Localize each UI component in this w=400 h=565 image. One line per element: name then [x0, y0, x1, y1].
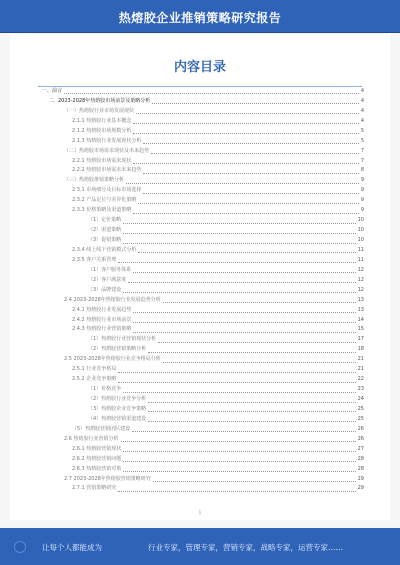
toc-entry-label: 2.3.1 市场细分及目标市场选择 — [72, 187, 142, 194]
toc-entry-label: （1）客户服务体系 — [88, 266, 132, 273]
toc-entry[interactable] — [42, 475, 364, 485]
toc-leader-dots — [118, 262, 355, 263]
toc-entry[interactable] — [42, 186, 364, 196]
toc-entry[interactable] — [42, 107, 364, 117]
toc-entry[interactable] — [42, 276, 364, 286]
toc-entry-label: 2.5 2023-2028年热熔胶行业竞争格局分析 — [64, 356, 161, 363]
toc-entry[interactable] — [42, 335, 364, 345]
toc-entry-page: 12 — [357, 286, 364, 293]
toc-leader-dots — [148, 421, 355, 422]
toc-entry[interactable] — [42, 395, 364, 405]
toc-leader-dots — [123, 223, 355, 224]
toc-entry-page: 24 — [357, 396, 364, 403]
toc-entry[interactable] — [42, 117, 364, 127]
toc-leader-dots — [153, 481, 356, 482]
toc-leader-dots — [64, 93, 359, 94]
toc-entry-page: 10 — [357, 217, 364, 224]
toc-leader-dots — [133, 163, 358, 164]
toc-leader-dots — [148, 352, 355, 353]
toc-leader-dots — [133, 133, 358, 134]
toc-entry[interactable] — [42, 196, 364, 206]
toc-leader-dots — [143, 173, 358, 174]
toc-leader-dots — [118, 372, 355, 373]
toc-leader-dots — [163, 362, 356, 363]
footer-slogan: 让每个人都能成为 — [42, 543, 102, 552]
toc-leader-dots — [123, 233, 355, 234]
toc-entry[interactable] — [42, 385, 364, 395]
toc-entry-label: 2.3.4 线上线下营销模式分析 — [72, 246, 137, 253]
toc-entry[interactable] — [42, 316, 364, 326]
toc-entry-page: 4 — [360, 107, 364, 114]
toc-entry-label: 2.5.2 企业竞争策略 — [72, 376, 117, 383]
toc-entry[interactable] — [42, 286, 364, 296]
toc-entry-label: （一）热熔胶行业市场发展现状 — [64, 107, 135, 114]
toc-entry-label: （3）热熔胶企业竞争策略 — [88, 405, 147, 412]
toc-entry-label: 2.4.3 热熔胶行业营销策略 — [72, 326, 132, 333]
report-title: 热熔胶企业推销策略研究报告 — [118, 11, 282, 25]
toc-entry-label: （2）渠道策略 — [88, 227, 122, 234]
toc-entry-label: 2.1.1 热熔胶行业基本概念 — [72, 117, 132, 124]
toc-entry[interactable] — [42, 176, 364, 186]
toc-leader-dots — [121, 441, 356, 442]
toc-entry-label: 二、2023-2028年热熔胶市场前景及策略分析 — [48, 97, 151, 104]
toc-entry[interactable] — [42, 485, 364, 495]
toc-leader-dots — [143, 193, 358, 194]
toc-entry[interactable] — [42, 375, 364, 385]
toc-entry[interactable] — [42, 415, 364, 425]
toc-leader-dots — [133, 272, 355, 273]
toc-entry[interactable] — [42, 465, 364, 475]
toc-entry-page: 5 — [360, 137, 364, 144]
toc-leader-dots — [126, 183, 359, 184]
toc-entry[interactable] — [42, 216, 364, 226]
toc-entry[interactable] — [42, 355, 364, 365]
toc-entry-page: 12 — [357, 266, 364, 273]
toc-leader-dots — [133, 123, 358, 124]
toc-entry-page: 12 — [357, 276, 364, 283]
toc-entry-page: 25 — [357, 415, 364, 422]
toc-title: 内容目录 — [173, 60, 226, 75]
toc-entry-label: 2.6.3 热熔胶营销对策 — [72, 465, 122, 472]
toc-entry[interactable] — [42, 266, 364, 276]
toc-entry[interactable] — [42, 405, 364, 415]
toc-entry[interactable] — [42, 147, 364, 157]
toc-entry[interactable] — [42, 435, 364, 445]
report-header — [0, 0, 400, 33]
toc-entry-page: 26 — [357, 425, 364, 432]
toc-entry-page: 23 — [357, 386, 364, 393]
toc-entry-label: （2）客户满意度 — [88, 276, 127, 283]
toc-entry[interactable] — [42, 455, 364, 465]
toc-entry[interactable] — [42, 137, 364, 147]
toc-entry-label: 2.7.1 营销策略研究 — [72, 485, 117, 492]
toc-entry-label: （3）促销策略 — [88, 237, 122, 244]
toc-entry-label: （二）热熔胶市场需求现状及未来趋势 — [64, 147, 150, 154]
toc-leader-dots — [123, 451, 355, 452]
toc-entry-page: 18 — [357, 346, 364, 353]
toc-entry-label: 2.1.3 热熔胶行业发展现状分析 — [72, 137, 142, 144]
toc-leader-dots — [123, 243, 355, 244]
toc-leader-dots — [133, 213, 358, 214]
toc-entry-page: 10 — [357, 227, 364, 234]
toc-entry-label: 2.7 2023-2028年热熔胶营销策略研究 — [64, 475, 151, 482]
toc-entry[interactable] — [42, 445, 364, 455]
footer-circle-icon — [14, 541, 26, 553]
toc-entry-label: 2.6 热熔胶行业营销分析 — [64, 435, 119, 442]
toc-entry-label: 2.6.2 热熔胶营销问题 — [72, 455, 122, 462]
toc-entry-page: 29 — [357, 475, 364, 482]
toc-entry-page: 11 — [357, 246, 364, 253]
toc-entry-page: 4 — [360, 117, 364, 124]
toc-leader-dots — [138, 252, 355, 253]
toc-leader-dots — [133, 312, 355, 313]
toc-leader-dots — [151, 153, 359, 154]
toc-entry-label: 2.2.2 热熔胶市场需求未来趋势 — [72, 167, 142, 174]
toc-entry[interactable] — [42, 157, 364, 167]
toc-entry[interactable] — [42, 306, 364, 316]
page-number: 1 — [198, 510, 202, 516]
toc-entry[interactable] — [42, 425, 364, 435]
toc-leader-dots — [136, 113, 359, 114]
toc-entry[interactable] — [42, 345, 364, 355]
toc-leader-dots — [152, 103, 359, 104]
toc-entry-page: 29 — [357, 485, 364, 492]
toc-entry-page: 15 — [357, 326, 364, 333]
toc-entry-page: 9 — [360, 187, 364, 194]
toc-leader-dots — [138, 203, 358, 204]
toc-entry-label: （1）热熔胶行业营销现状分析 — [88, 336, 157, 343]
toc-leader-dots — [128, 282, 355, 283]
toc-entry-label: 2.2.1 热熔胶市场需求现状 — [72, 157, 132, 164]
toc-entry[interactable] — [42, 296, 364, 306]
toc-entry[interactable] — [42, 256, 364, 266]
toc-leader-dots — [123, 392, 355, 393]
toc-entry-label: （4）热熔胶营销渠道建设 — [88, 415, 147, 422]
toc-leader-dots — [143, 143, 358, 144]
toc-entry-label: 2.3.3 价格策略及渠道策略 — [72, 207, 132, 214]
toc-leader-dots — [118, 491, 355, 492]
toc-entry[interactable] — [42, 246, 364, 256]
toc-entry[interactable] — [42, 167, 364, 177]
toc-entry[interactable] — [42, 365, 364, 375]
toc-entry-page: 5 — [360, 127, 364, 134]
toc-entry-page: 28 — [357, 465, 364, 472]
report-footer — [0, 528, 400, 565]
toc-leader-dots — [123, 461, 355, 462]
toc-entry-page: 21 — [357, 356, 364, 363]
toc-entry-page: 14 — [357, 316, 364, 323]
toc-entry[interactable] — [42, 326, 364, 336]
toc-entry-label: （1）价格竞争 — [88, 386, 122, 393]
toc-leader-dots — [132, 431, 355, 432]
toc-entry-page: 13 — [357, 306, 364, 313]
toc-entry-label: 2.3.2 产品定位与差异化策略 — [72, 197, 137, 204]
toc-leader-dots — [133, 332, 355, 333]
toc-leader-dots — [118, 382, 355, 383]
toc-entry-label: （3）品牌建设 — [88, 286, 122, 293]
toc-entry-page: 9 — [360, 197, 364, 204]
toc-entry-page: 9 — [360, 207, 364, 214]
toc-entry-label: （1）定价策略 — [88, 217, 122, 224]
toc-entry-page: 11 — [357, 256, 364, 263]
footer-tagline: 行业专家，管理专家，营销专家，战略专家，运营专家…… — [148, 543, 343, 552]
toc-entry-label: 2.6.1 热熔胶营销现状 — [72, 445, 122, 452]
toc-entry[interactable] — [42, 127, 364, 137]
toc-entry-label: 2.3.5 客户关系管理 — [72, 256, 117, 263]
toc-entry-label: （2）热熔胶营销策略分析 — [88, 346, 147, 353]
toc-entry-label: （三）热熔胶推销策略分析 — [64, 177, 125, 184]
toc-entry-page: 17 — [357, 336, 364, 343]
toc-entry-page: 10 — [357, 237, 364, 244]
toc-entry-label: （5）热熔胶营销团队建设 — [72, 425, 131, 432]
toc-entry[interactable] — [42, 226, 364, 236]
toc-entry[interactable] — [42, 236, 364, 246]
toc-leader-dots — [163, 302, 356, 303]
toc-entry-page: 27 — [357, 445, 364, 452]
toc-entry-label: 一、前言 — [42, 87, 63, 94]
toc-entry-page: 8 — [360, 167, 364, 174]
toc-entry-page: 7 — [360, 147, 364, 154]
toc-entry-page: 28 — [357, 455, 364, 462]
toc-entry-page: 25 — [357, 405, 364, 412]
toc-leader-dots — [148, 402, 355, 403]
toc-entry-label: 2.1.2 热熔胶市场规模分析 — [72, 127, 132, 134]
toc-leader-dots — [158, 342, 355, 343]
toc-entry-page: 9 — [360, 177, 364, 184]
toc-entry-page: 13 — [357, 296, 364, 303]
toc-leader-dots — [133, 322, 355, 323]
toc-leader-dots — [123, 292, 355, 293]
toc-entry-label: 2.4 2023-2028年热熔胶行业发展趋势分析 — [64, 296, 161, 303]
document-page — [10, 34, 390, 520]
toc-leader-dots — [123, 471, 355, 472]
toc-entry[interactable] — [42, 206, 364, 216]
toc-entry-label: 2.5.1 行业竞争格局 — [72, 366, 117, 373]
toc-list — [42, 87, 364, 494]
toc-entry-page: 4 — [360, 87, 364, 94]
toc-entry[interactable] — [42, 87, 364, 97]
toc-entry-label: 2.4.2 热熔胶行业市场前景 — [72, 316, 132, 323]
toc-entry-label: 2.4.1 热熔胶行业发展趋势 — [72, 306, 132, 313]
toc-entry[interactable] — [42, 97, 364, 107]
toc-entry-page: 26 — [357, 435, 364, 442]
toc-entry-page: 22 — [357, 376, 364, 383]
toc-entry-page: 4 — [360, 97, 364, 104]
toc-entry-page: 21 — [357, 366, 364, 373]
toc-entry-page: 7 — [360, 157, 364, 164]
toc-entry-label: （2）热熔胶行业竞争分析 — [88, 396, 147, 403]
toc-leader-dots — [148, 411, 355, 412]
